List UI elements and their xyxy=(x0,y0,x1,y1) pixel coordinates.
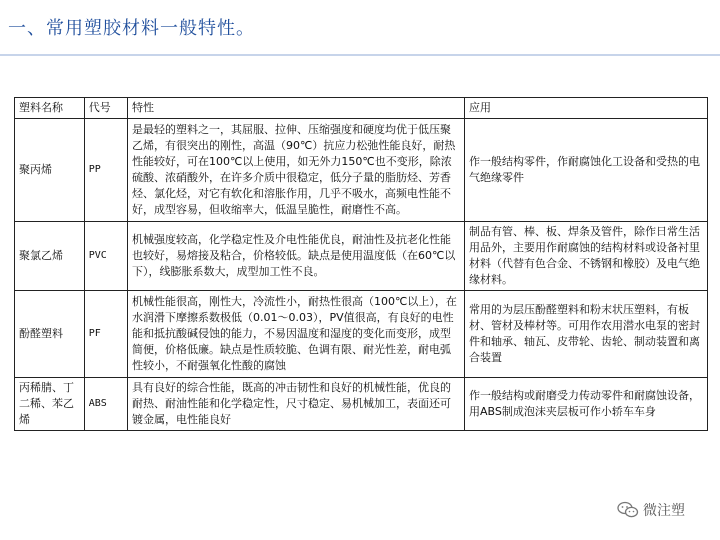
plastics-properties-table xyxy=(14,97,708,431)
watermark-text: 微注塑 xyxy=(643,503,685,519)
cell-properties: 机械性能很高，刚性大，冷流性小，耐热性很高（100℃以上），在水润滑下摩擦系数极低（0.01～0.03），PV值很高，有良好的电性能和抵抗酸碱侵蚀的能力，不易因温度和湿度的变化而变形，成型简便，价格低廉。缺点是性质较脆、色调有限、耐光性差，耐电弧性较小，不耐强氧化性酸的腐蚀 xyxy=(128,291,465,378)
header-plastic-name: 塑料名称 xyxy=(15,98,85,119)
title-divider xyxy=(0,54,720,56)
header-application: 应用 xyxy=(465,98,708,119)
table-row xyxy=(15,291,708,378)
table-row xyxy=(15,222,708,291)
wechat-icon xyxy=(617,501,639,519)
cell-properties: 具有良好的综合性能，既高的冲击韧性和良好的机械性能，优良的耐热、耐油性能和化学稳定性，尺寸稳定、易机械加工，表面还可镀金属，电性能良好 xyxy=(128,378,465,431)
table-row xyxy=(15,119,708,222)
cell-properties: 机械强度较高，化学稳定性及介电性能优良，耐油性及抗老化性能也较好，易熔接及粘合，价格较低。缺点是使用温度低（在60℃以下），线膨胀系数大，成型加工性不良。 xyxy=(128,222,465,291)
cell-code: PVC xyxy=(84,222,127,291)
cell-code: ABS xyxy=(84,378,127,431)
header-code: 代号 xyxy=(84,98,127,119)
header-properties: 特性 xyxy=(128,98,465,119)
cell-properties: 是最轻的塑料之一，其屈服、拉伸、压缩强度和硬度均优于低压聚乙烯，有很突出的刚性，高温（90℃）抗应力松弛性能良好，耐热性能较好，可在100℃以上使用，如无外力150℃也不变形，除浓硫酸、浓硝酸外，在许多介质中很稳定，低分子量的脂肪烃、芳香烃、氯化烃，对它有软化和溶胀作用，几乎不吸水，高频电性能不好，成型容易，但收缩率大，低温呈脆性，耐磨性不高。 xyxy=(128,119,465,222)
cell-plastic-name: 聚丙烯 xyxy=(15,119,85,222)
watermark xyxy=(617,500,685,520)
cell-application: 制品有管、棒、板、焊条及管件，除作日常生活用品外，主要用作耐腐蚀的结构材料或设备衬里材料（代替有色合金、不锈钢和橡胶）及电气绝缘材料。 xyxy=(465,222,708,291)
table-header-row xyxy=(15,98,708,119)
cell-plastic-name: 丙稀腈、丁二稀、苯乙烯 xyxy=(15,378,85,431)
cell-application: 作一般结构或耐磨受力传动零件和耐腐蚀设备，用ABS制成泡沫夹层板可作小轿车车身 xyxy=(465,378,708,431)
cell-code: PF xyxy=(84,291,127,378)
cell-plastic-name: 酚醛塑料 xyxy=(15,291,85,378)
cell-plastic-name: 聚氯乙烯 xyxy=(15,222,85,291)
table-row xyxy=(15,378,708,431)
cell-code: PP xyxy=(84,119,127,222)
cell-application: 作一般结构零件，作耐腐蚀化工设备和受热的电气绝缘零件 xyxy=(465,119,708,222)
cell-application: 常用的为层压酚醛塑料和粉末状压塑料，有板材、管材及棒材等。可用作农用潜水电泵的密封件和轴承、轴瓦、皮带轮、齿轮、制动装置和离合装置 xyxy=(465,291,708,378)
page-title: 一、常用塑胶材料一般特性。 xyxy=(8,18,255,39)
